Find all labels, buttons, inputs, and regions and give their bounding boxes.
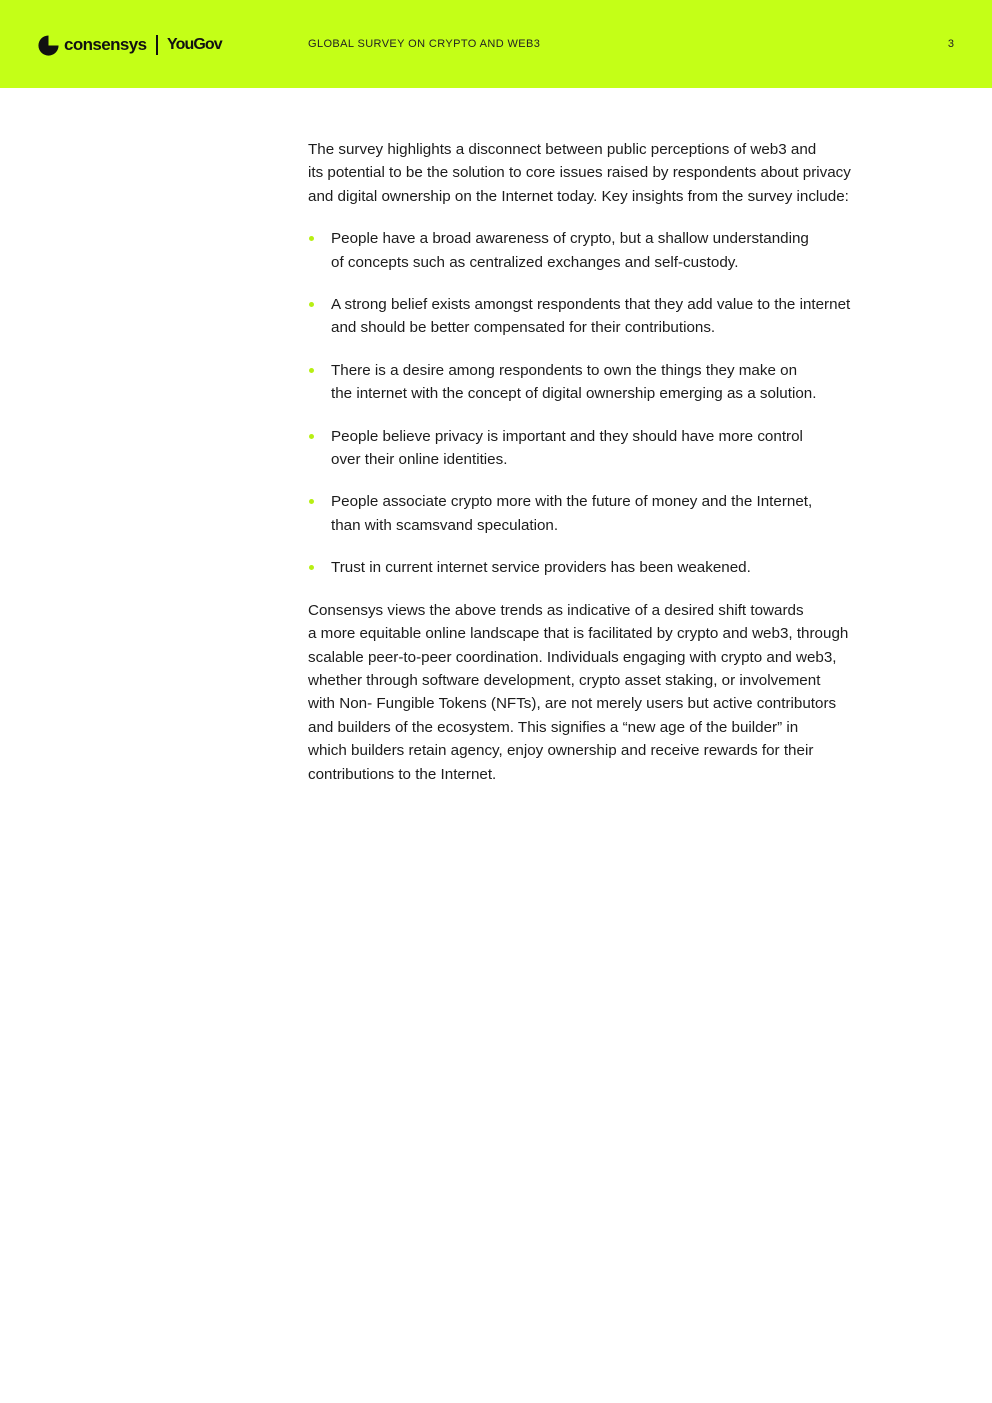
consensys-wordmark: consensys xyxy=(64,35,147,54)
list-item-text: Trust in current internet service providers has been weakened. xyxy=(331,559,751,577)
logo-divider xyxy=(156,35,158,55)
list-item xyxy=(308,293,958,340)
list-item xyxy=(308,556,958,579)
document-title: GLOBAL SURVEY ON CRYPTO AND WEB3 xyxy=(308,38,541,50)
main-content xyxy=(308,138,958,786)
list-item-text: People believe privacy is important and they should have more control over their online identities. xyxy=(331,427,803,469)
logo-group xyxy=(37,33,222,57)
bullet-icon xyxy=(309,368,314,373)
list-item-text: A strong belief exists amongst respondents that they add value to the internet and should be better compensated for their contributions. xyxy=(331,296,851,337)
list-item xyxy=(308,425,958,472)
page-number: 3 xyxy=(947,38,954,50)
bullet-icon xyxy=(309,565,314,570)
consensys-logo-icon xyxy=(37,34,60,57)
bullet-icon xyxy=(309,302,314,307)
yougov-wordmark: YouGov xyxy=(166,36,222,53)
intro-paragraph: The survey highlights a disconnect between public perceptions of web3 and its potential to be the solution to core issues raised by respondents about privacy and digital ownership on the Internet today. Key insights from the survey include: xyxy=(308,141,851,205)
list-item xyxy=(308,490,958,537)
list-item-text: People associate crypto more with the future of money and the Internet, than with scamsvand speculation. xyxy=(331,493,813,534)
insights-list xyxy=(308,227,958,579)
conclusion-paragraph: Consensys views the above trends as indicative of a desired shift towards a more equitable online landscape that is facilitated by crypto and web3, through scalable peer-to-peer coordination. Individuals engaging with crypto and web3, whether through software development, crypto asset staking, or involvement with Non- Fungible Tokens (NFTs), are not merely users but active contributors and builders of the ecosystem. This signifies a “new age of the builder” in which builders retain agency, enjoy ownership and receive rewards for their contributions to the Internet. xyxy=(308,601,849,783)
page-header xyxy=(0,0,992,88)
bullet-icon xyxy=(309,236,314,241)
bullet-icon xyxy=(309,434,314,439)
list-item xyxy=(308,227,958,274)
list-item-text: People have a broad awareness of crypto, but a shallow understanding of concepts such as centralized exchanges and self-custody. xyxy=(331,230,809,271)
bullet-icon xyxy=(309,499,314,504)
list-item-text: There is a desire among respondents to own the things they make on the internet with the concept of digital ownership emerging as a solution. xyxy=(331,361,817,403)
list-item xyxy=(308,359,958,406)
